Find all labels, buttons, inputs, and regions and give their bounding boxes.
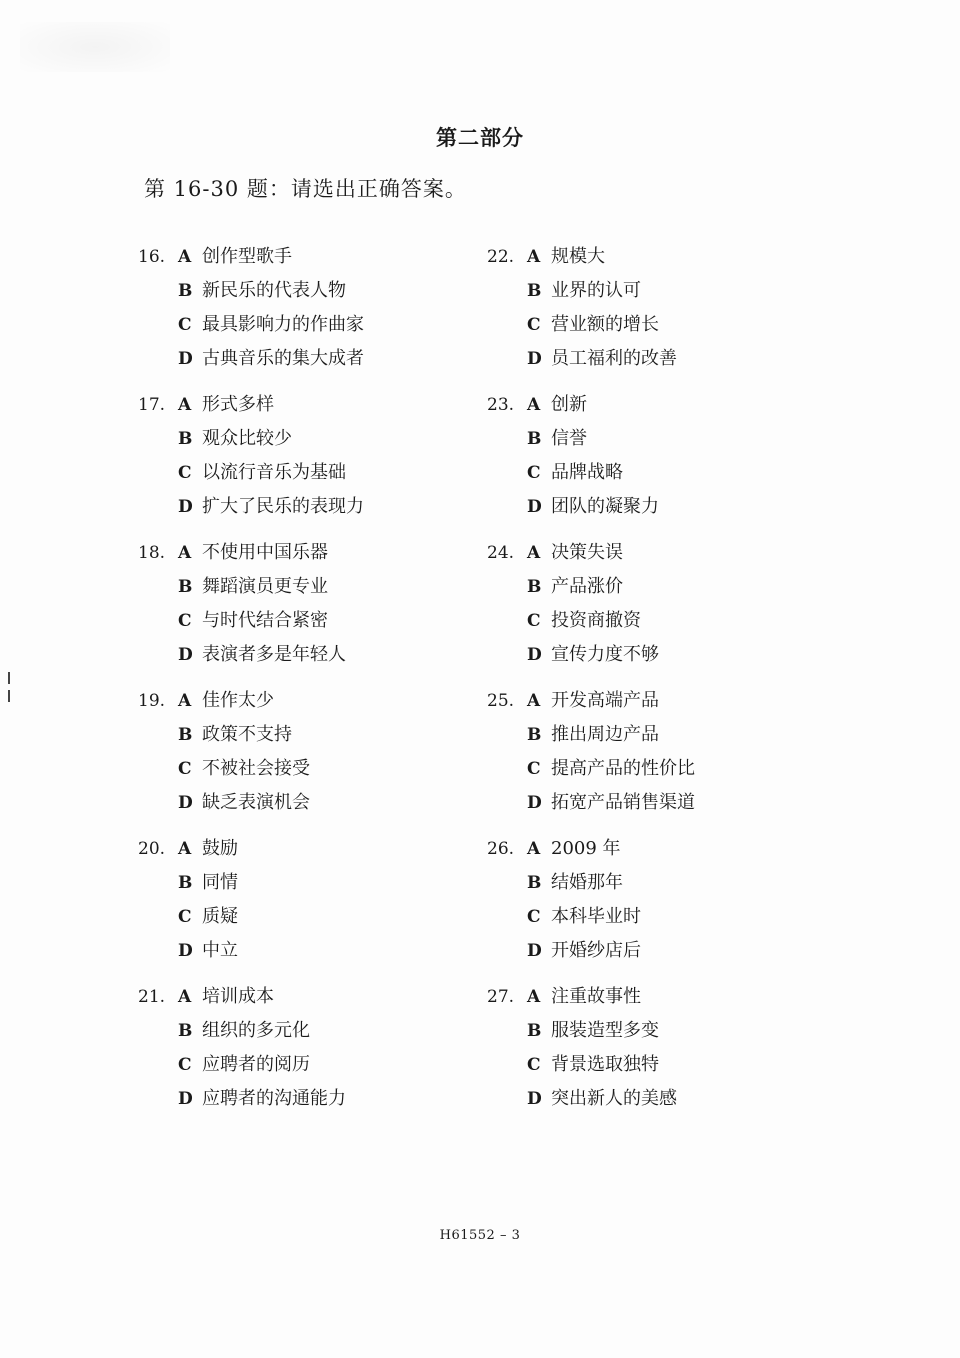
answer-option — [138, 391, 274, 425]
option-text: 投资商撤资 — [551, 610, 641, 631]
answer-option — [487, 243, 605, 277]
question-item — [487, 835, 847, 983]
answer-option — [487, 345, 677, 379]
option-text: 应聘者的阅历 — [202, 1054, 310, 1075]
answer-option — [487, 1017, 659, 1051]
option-text: 不被社会接受 — [202, 758, 310, 779]
answer-option — [138, 345, 364, 379]
question-number: 25. — [487, 691, 515, 711]
question-number: 23. — [487, 395, 515, 415]
option-letter: C — [527, 463, 541, 483]
option-letter: D — [527, 645, 542, 665]
instruction-text: 第 16-30 题：请选出正确答案。 — [144, 177, 467, 201]
question-item — [138, 539, 498, 687]
answer-option — [487, 459, 623, 493]
option-text: 观众比较少 — [202, 428, 292, 449]
question-item — [487, 983, 847, 1131]
answer-option — [487, 835, 621, 869]
answer-option — [138, 277, 346, 311]
option-text: 佳作太少 — [202, 690, 274, 711]
answer-option — [138, 243, 292, 277]
answer-option — [487, 789, 695, 823]
answer-option — [487, 607, 641, 641]
answer-option — [138, 1017, 310, 1051]
option-letter: B — [178, 429, 193, 449]
answer-option — [487, 687, 659, 721]
answer-option — [138, 721, 292, 755]
question-item — [138, 835, 498, 983]
question-number: 16. — [138, 247, 166, 267]
answer-option — [138, 983, 274, 1017]
margin-mark — [8, 672, 10, 684]
option-text: 组织的多元化 — [202, 1020, 310, 1041]
option-text: 创作型歌手 — [202, 246, 292, 267]
option-text: 开婚纱店后 — [551, 940, 641, 961]
option-letter: C — [527, 759, 541, 779]
option-text: 背景选取独特 — [551, 1054, 659, 1075]
option-letter: B — [527, 873, 542, 893]
option-text: 决策失误 — [551, 542, 623, 563]
page-footer: H61552 – 3 — [439, 1228, 521, 1243]
left-question-column — [138, 243, 498, 1131]
option-letter: D — [527, 941, 542, 961]
option-letter: D — [527, 497, 542, 517]
option-text: 拓宽产品销售渠道 — [551, 792, 695, 813]
option-letter: A — [178, 839, 192, 859]
answer-option — [487, 755, 695, 789]
option-text: 扩大了民乐的表现力 — [202, 496, 364, 517]
option-text: 鼓励 — [202, 838, 238, 859]
option-letter: D — [178, 349, 193, 369]
answer-option — [487, 1085, 677, 1119]
answer-option — [138, 789, 310, 823]
answer-option — [487, 311, 659, 345]
option-text: 中立 — [202, 940, 238, 961]
option-text: 宣传力度不够 — [551, 644, 659, 665]
answer-option — [138, 641, 346, 675]
question-item — [487, 391, 847, 539]
answer-option — [487, 903, 641, 937]
option-letter: B — [178, 1021, 193, 1041]
option-letter: C — [178, 611, 192, 631]
option-letter: D — [527, 1089, 542, 1109]
option-letter: B — [178, 725, 193, 745]
answer-option — [138, 425, 292, 459]
option-text: 提高产品的性价比 — [551, 758, 695, 779]
option-letter: B — [178, 281, 193, 301]
option-letter: B — [527, 577, 542, 597]
answer-option — [138, 573, 328, 607]
answer-option — [487, 641, 659, 675]
question-number: 21. — [138, 987, 166, 1007]
option-text: 应聘者的沟通能力 — [202, 1088, 346, 1109]
option-letter: A — [527, 247, 541, 267]
option-letter: D — [527, 349, 542, 369]
answer-option — [138, 493, 364, 527]
answer-option — [138, 1051, 310, 1085]
option-text: 2009 年 — [551, 838, 621, 859]
margin-mark — [8, 690, 10, 702]
question-item — [138, 243, 498, 391]
option-text: 信誉 — [551, 428, 587, 449]
option-letter: C — [178, 907, 192, 927]
question-number: 20. — [138, 839, 166, 859]
option-letter: A — [527, 839, 541, 859]
question-number: 26. — [487, 839, 515, 859]
answer-option — [487, 721, 659, 755]
option-text: 团队的凝聚力 — [551, 496, 659, 517]
scan-smudge — [20, 22, 170, 72]
option-text: 注重故事性 — [551, 986, 641, 1007]
option-text: 服装造型多变 — [551, 1020, 659, 1041]
answer-option — [138, 311, 364, 345]
option-letter: D — [178, 941, 193, 961]
option-text: 结婚那年 — [551, 872, 623, 893]
question-item — [487, 539, 847, 687]
option-text: 舞蹈演员更专业 — [202, 576, 328, 597]
answer-option — [487, 539, 623, 573]
option-letter: C — [178, 315, 192, 335]
answer-option — [487, 277, 641, 311]
question-item — [487, 687, 847, 835]
option-text: 创新 — [551, 394, 587, 415]
option-letter: B — [527, 281, 542, 301]
question-number: 19. — [138, 691, 166, 711]
option-text: 古典音乐的集大成者 — [202, 348, 364, 369]
option-text: 营业额的增长 — [551, 314, 659, 335]
question-number: 22. — [487, 247, 515, 267]
question-number: 24. — [487, 543, 515, 563]
answer-option — [138, 607, 328, 641]
option-letter: D — [527, 793, 542, 813]
option-letter: B — [178, 577, 193, 597]
answer-option — [138, 903, 238, 937]
question-item — [138, 687, 498, 835]
option-letter: C — [178, 759, 192, 779]
option-letter: B — [527, 1021, 542, 1041]
option-text: 开发高端产品 — [551, 690, 659, 711]
answer-option — [138, 459, 346, 493]
option-letter: C — [527, 315, 541, 335]
option-letter: C — [178, 1055, 192, 1075]
option-text: 培训成本 — [202, 986, 274, 1007]
option-text: 本科毕业时 — [551, 906, 641, 927]
option-letter: B — [527, 429, 542, 449]
option-letter: A — [527, 543, 541, 563]
option-text: 产品涨价 — [551, 576, 623, 597]
question-item — [487, 243, 847, 391]
answer-option — [138, 755, 310, 789]
option-letter: D — [178, 793, 193, 813]
option-letter: A — [527, 691, 541, 711]
option-text: 员工福利的改善 — [551, 348, 677, 369]
answer-option — [487, 937, 641, 971]
option-letter: A — [178, 691, 192, 711]
right-question-column — [487, 243, 847, 1131]
option-text: 以流行音乐为基础 — [202, 462, 346, 483]
option-letter: B — [527, 725, 542, 745]
answer-option — [487, 493, 659, 527]
answer-option — [138, 687, 274, 721]
answer-option — [487, 391, 587, 425]
option-text: 缺乏表演机会 — [202, 792, 310, 813]
option-letter: D — [178, 1089, 193, 1109]
option-text: 同情 — [202, 872, 238, 893]
option-text: 推出周边产品 — [551, 724, 659, 745]
option-text: 与时代结合紧密 — [202, 610, 328, 631]
option-text: 政策不支持 — [202, 724, 292, 745]
option-text: 新民乐的代表人物 — [202, 280, 346, 301]
option-letter: C — [527, 907, 541, 927]
answer-option — [138, 937, 238, 971]
option-letter: A — [178, 543, 192, 563]
option-letter: A — [527, 987, 541, 1007]
option-letter: C — [178, 463, 192, 483]
question-number: 18. — [138, 543, 166, 563]
option-letter: A — [178, 987, 192, 1007]
answer-option — [487, 869, 623, 903]
question-item — [138, 391, 498, 539]
option-text: 突出新人的美感 — [551, 1088, 677, 1109]
question-number: 17. — [138, 395, 166, 415]
answer-option — [138, 869, 238, 903]
option-letter: D — [178, 645, 193, 665]
answer-option — [487, 573, 623, 607]
question-number: 27. — [487, 987, 515, 1007]
answer-option — [138, 539, 328, 573]
answer-option — [487, 983, 641, 1017]
option-letter: B — [178, 873, 193, 893]
answer-option — [138, 835, 238, 869]
option-letter: C — [527, 1055, 541, 1075]
option-letter: A — [178, 247, 192, 267]
option-letter: A — [527, 395, 541, 415]
option-text: 规模大 — [551, 246, 605, 267]
answer-option — [487, 425, 587, 459]
option-text: 最具影响力的作曲家 — [202, 314, 364, 335]
option-letter: D — [178, 497, 193, 517]
option-text: 不使用中国乐器 — [202, 542, 328, 563]
question-item — [138, 983, 498, 1131]
section-title: 第二部分 — [436, 125, 524, 150]
option-text: 质疑 — [202, 906, 238, 927]
answer-option — [138, 1085, 346, 1119]
option-text: 形式多样 — [202, 394, 274, 415]
option-letter: C — [527, 611, 541, 631]
option-text: 品牌战略 — [551, 462, 623, 483]
answer-option — [487, 1051, 659, 1085]
option-letter: A — [178, 395, 192, 415]
option-text: 表演者多是年轻人 — [202, 644, 346, 665]
option-text: 业界的认可 — [551, 280, 641, 301]
